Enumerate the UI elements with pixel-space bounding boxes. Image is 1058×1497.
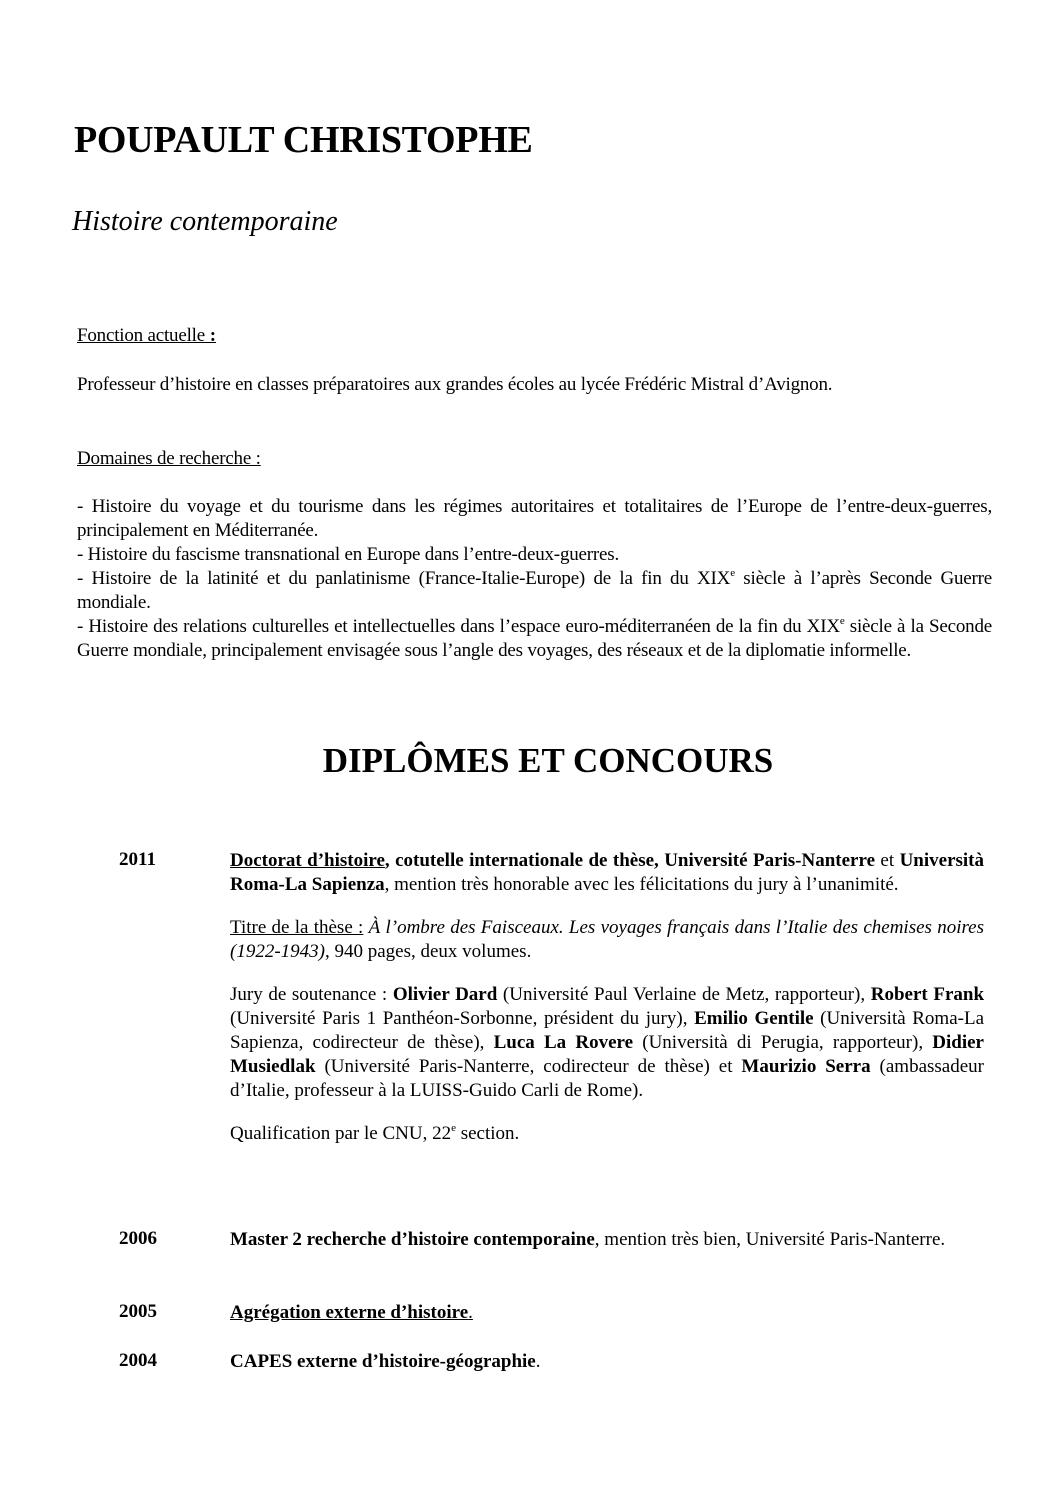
jury-member-role: (Université Paul Verlaine de Metz, rapporteur), xyxy=(497,984,871,1005)
master-description xyxy=(230,1228,984,1252)
entry-year: 2004 xyxy=(119,1350,157,1371)
doctorat-title: Doctorat d’histoire xyxy=(230,850,385,871)
thesis-details: , 940 pages, deux volumes. xyxy=(324,941,532,962)
agregation-title: Agrégation externe d’histoire xyxy=(230,1302,469,1323)
jury-member-role: (Université Paris 1 Panthéon-Sorbonne, président du jury), xyxy=(230,1008,695,1029)
research-item-text: - Histoire de la latinité et du panlatinisme (France-Italie-Europe) de la fin du XIX xyxy=(77,568,731,589)
jury-member-role: (Université Paris-Nanterre, codirecteur de thèse) et xyxy=(315,1056,742,1077)
doctorat-et: et xyxy=(875,850,900,871)
thesis-title-paragraph xyxy=(230,916,984,964)
jury-member-role: (Università Roma-La Sapienza, codirecteur de thèse), xyxy=(230,1008,984,1053)
jury-label: Jury de soutenance : xyxy=(230,984,393,1005)
master-title: Master 2 recherche d’histoire contemporaine xyxy=(230,1229,595,1250)
entry-year: 2011 xyxy=(119,849,156,870)
current-position-label-colon: : xyxy=(204,325,217,346)
jury-member-name: Didier Musiedlak xyxy=(230,1032,984,1077)
doctorat-cotutelle: , cotutelle internationale de thèse, Université Paris-Nanterre xyxy=(384,850,876,871)
entry-year: 2005 xyxy=(119,1301,157,1322)
thesis-title: À l’ombre des Faisceaux. Les voyages français dans l’Italie des chemises noires (1922-1943) xyxy=(230,917,985,962)
research-item-text: - Histoire du fascisme transnational en Europe dans l’entre-deux-guerres. xyxy=(77,544,620,565)
doctorat-description xyxy=(230,849,984,897)
qualification-paragraph xyxy=(230,1122,984,1146)
qualification-text: section. xyxy=(455,1123,520,1144)
entry-doctorat xyxy=(230,849,984,1146)
research-label: Domaines de recherche : xyxy=(77,448,261,469)
jury-member-name: Olivier Dard xyxy=(392,984,498,1005)
superscript: e xyxy=(730,567,735,579)
capes-title: CAPES externe d’histoire-géographie xyxy=(230,1351,536,1372)
research-item xyxy=(77,615,992,663)
research-item-text: - Histoire du voyage et du tourisme dans les régimes autoritaires et totalitaires de l’Europe de l’entre-deux-guerres, principalement en Méditerranée. xyxy=(77,496,992,541)
section-title-diplomas: DIPLÔMES ET CONCOURS xyxy=(322,741,774,780)
jury-member-role: (ambassadeur d’Italie, professeur à la LUISS-Guido Carli de Rome). xyxy=(230,1056,984,1101)
qualification-text: Qualification par le CNU, 22 xyxy=(230,1123,452,1144)
capes-period: . xyxy=(535,1351,541,1372)
master-details: , mention très bien, Université Paris-Nanterre. xyxy=(594,1229,946,1250)
current-position-label-text: Fonction actuelle xyxy=(77,325,205,346)
thesis-label: Titre de la thèse : xyxy=(230,917,364,938)
capes-description xyxy=(230,1350,984,1374)
current-position-label xyxy=(77,324,992,348)
agregation-description xyxy=(230,1301,984,1325)
entry-master xyxy=(230,1228,984,1252)
jury-member-name: Maurizio Serra xyxy=(741,1056,871,1077)
jury-member-name: Emilio Gentile xyxy=(694,1008,814,1029)
research-item-text: siècle à l’après Seconde Guerre mondiale. xyxy=(77,568,992,613)
agregation-period: . xyxy=(468,1302,473,1323)
research-item xyxy=(77,495,992,543)
jury-member-name: Robert Frank xyxy=(870,984,985,1005)
entry-agregation xyxy=(230,1301,984,1325)
superscript: e xyxy=(839,615,845,627)
doctorat-university-2: Università Roma-La Sapienza xyxy=(230,850,984,895)
superscript: e xyxy=(451,1122,456,1134)
entry-year: 2006 xyxy=(119,1228,157,1249)
entry-capes xyxy=(230,1350,984,1374)
research-item-text: - Histoire des relations culturelles et intellectuelles dans l’espace euro-méditerranéen de la fin du XIX xyxy=(77,616,840,637)
jury-member-role: (Università di Perugia, rapporteur), xyxy=(633,1032,933,1053)
research-item xyxy=(77,543,992,567)
jury-paragraph xyxy=(230,983,984,1103)
discipline-subtitle: Histoire contemporaine xyxy=(72,206,338,237)
current-position-text: Professeur d’histoire en classes préparatoires aux grandes écoles au lycée Frédéric Mistral d’Avignon. xyxy=(77,374,833,395)
research-item xyxy=(77,567,992,615)
doctorat-mention: , mention très honorable avec les félicitations du jury à l’unanimité. xyxy=(384,874,899,895)
research-item-text: siècle à la Seconde Guerre mondiale, principalement envisagée sous l’angle des voyages, des réseaux et de la diplomatie informelle. xyxy=(77,616,992,661)
jury-member-name: Luca La Rovere xyxy=(493,1032,634,1053)
research-list xyxy=(77,495,992,663)
person-name: POUPAULT CHRISTOPHE xyxy=(74,119,533,161)
